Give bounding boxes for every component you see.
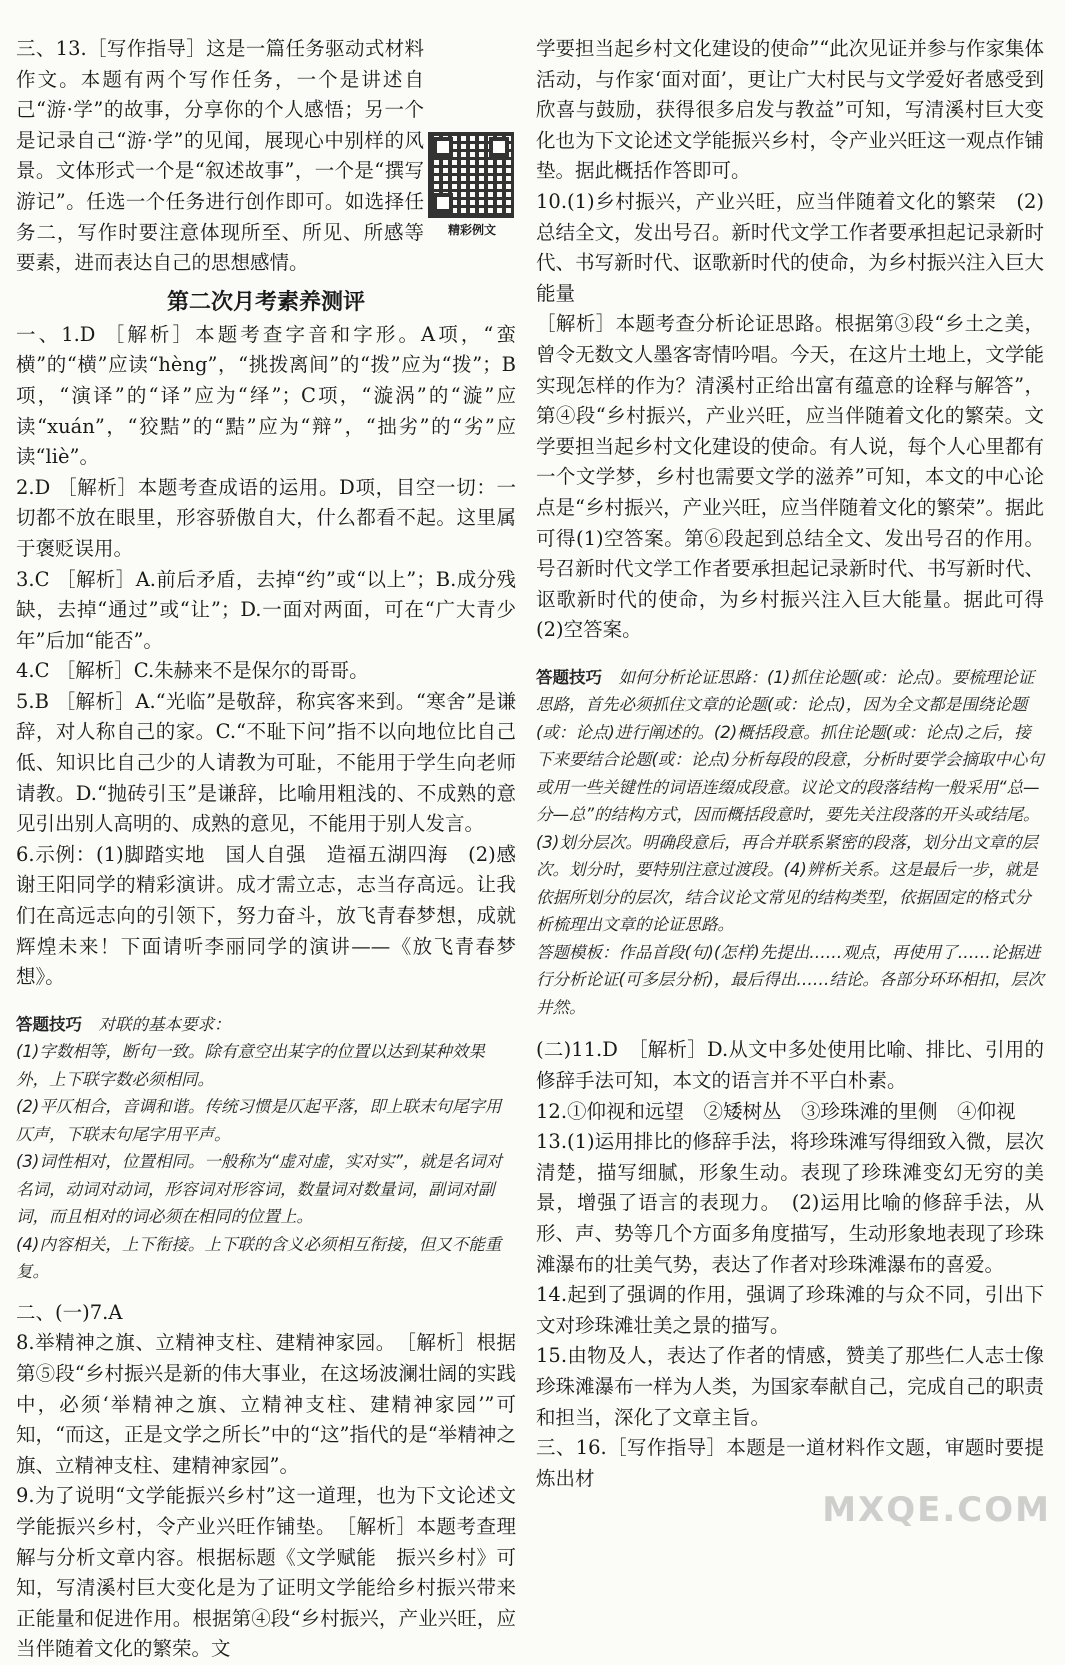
answer-15: 15.由物及人，表达了作者的情感，赞美了那些仁人志士像珍珠滩瀑布一样为人类，为国家奉献自己，完成自己的职责和担当，深化了文章主旨。 [536,1344,1044,1429]
tip-heading: 答题技巧 [536,667,602,687]
answer-10-analysis: ［解析］本题考查分析论证思路。根据第③段“乡土之美，曾令无数文人墨客寄情吟唱。今天，在这片土地上，文学能实现怎样的作为？清溪村正给出富有蕴意的诠释与解答”，第④段“乡村振兴，产业兴旺，应当伴随着文化的繁荣。文学要担当起乡村文化建设的使命。有人说，每个人心里都有一个文学梦，乡村也需要文学的滋养”可知，本文的中心论点是“乡村振兴，产业兴旺，应当伴随着文化的繁荣”。据此可得(1)空答案。第⑥段起到总结全文、发出号召的作用。号召新时代文学工作者要承担起记录新时代、书写新时代、讴歌新时代的使命，为乡村振兴注入巨大能量。据此可得(2)空答案。 [536,312,1044,642]
answer-16: 三、16.［写作指导］本题是一道材料作文题，审题时要提炼出材 [536,1436,1044,1490]
watermark: MXQE.COM [822,1490,1051,1530]
left-column [16,34,516,1665]
answer-9-continued: 学要担当起乡村文化建设的使命”“此次见证并参与作家集体活动，与作家‘面对面’，更让广大村民与文学爱好者感受到欣喜与鼓励，获得很多启发与教益”可知，写清溪村巨大变化也为下文论述文学能振兴乡村，令产业兴旺这一观点作铺垫。据此概括作答即可。 [536,37,1044,183]
tip-argument-template: 答题模板：作品首段(句)(怎样)先提出……观点，再使用了……论据进行分析论证(可多层分析)，最后得出……结论。各部分环环相扣，层次井然。 [536,942,1044,1017]
tip-couplet-4: (4)内容相关，上下衔接。上下联的含义必须相互衔接，但又不能重复。 [16,1234,502,1282]
answer-12: 12.①仰视和远望 ②矮树丛 ③珍珠滩的里侧 ④仰视 [536,1099,1016,1123]
answer-9: 9.为了说明“文学能振兴乡村”这一道理，也为下文论述文学能振兴乡村，令产业兴旺作铺垫。 ［解析］本题考查理解与分析文章内容。根据标题《文学赋能 振兴乡村》可知，写清溪村巨大变化是为了证明文学能给乡村振兴带来正能量和促进作用。根据第④段“乡村振兴，产业兴旺，应当伴随着文化的繁荣。文 [16,1484,516,1661]
tip-heading: 答题技巧 [16,1014,82,1034]
tip-couplet-3: (3)词性相对，位置相同。一般称为“虚对虚，实对实”，就是名词对名词，动词对动词，形容词对形容词，数量词对数量词，副词对副词，而且相对的词必须在相同的位置上。 [16,1152,502,1227]
tip-couplet-2: (2)平仄相合，音调和谐。传统习惯是仄起平落，即上联末句尾字用仄声，下联末句尾字用平声。 [16,1097,502,1144]
tip-argument [536,660,1044,1022]
right-column [536,34,1044,1494]
answer-10: 10.(1)乡村振兴，产业兴旺，应当伴随着文化的繁荣 (2)总结全文，发出号召。新时代文学工作者要承担起记录新时代、书写新时代、讴歌新时代的使命，为乡村振兴注入巨大能量 [536,189,1044,305]
answer-7: 二、(一)7.A [16,1300,123,1324]
qr-code[interactable] [428,132,516,242]
answer-2: 2.D ［解析］本题考查成语的运用。D项，目空一切：一切都不放在眼里，形容骄傲自大，什么都看不起。这里属于褒贬误用。 [16,475,516,560]
tip-couplet-lead [16,1011,516,1039]
answer-14: 14.起到了强调的作用，强调了珍珠滩的与众不同，引出下文对珍珠滩壮美之景的描写。 [536,1283,1044,1337]
tip-couplet-1: (1)字数相等，断句一致。除有意空出某字的位置以达到某种效果外，上下联字数必须相同。 [16,1042,485,1089]
answer-1: 一、1.D ［解析］本题考查字音和字形。A项，“蛮横”的“横”应读“hèng”，“挑拨离间”的“拨”应为“拨”；B项，“演译”的“译”应为“绎”；C项，“漩涡”的“漩”应读“xuán”，“狡黠”的“黠”应为“辩”，“拙劣”的“劣”应读“liè”。 [16,322,516,469]
answer-8: 8.举精神之旗、立精神支柱、建精神家园。 ［解析］根据第⑤段“乡村振兴是新的伟大事业，在这场波澜壮阔的实践中，必须‘举精神之旗、立精神支柱、建精神家园’”可知，“而这，正是文学之所长”中的“这”指代的是“举精神之旗、立精神支柱、建精神家园”。 [16,1331,516,1477]
answer-11: (二)11.D ［解析］D.从文中多处使用比喻、排比、引用的修辞手法可知，本文的语言并不平白朴素。 [536,1038,1044,1092]
answer-13-writing-guide: 三、13.［写作指导］这是一篇任务驱动式材料作文。本题有两个写作任务，一个是讲述自己“游·学”的故事，分享你的个人感悟；另一个是记录自己“游·学”的见闻，展现心中别样的风景。文体形式一个是“叙述故事”，一个是“撰写游记”。任选一个任务进行创作即可。如选择任务二，写作时要注意体现所至、所见、所感等要素，进而表达自己的思想感情。 [16,37,424,275]
answer-3: 3.C ［解析］A.前后矛盾，去掉“约”或“以上”；B.成分残缺，去掉“通过”或“让”；D.一面对两面，可在“广大青少年”后加“能否”。 [16,567,516,652]
tip-argument-body [536,664,1044,939]
qr-label: 精彩例文 [447,223,496,237]
answer-6: 6.示例：(1)脚踏实地 国人自强 造福五湖四海 (2)感谢王阳同学的精彩演讲。成才需立志，志当存高远。让我们在高远志向的引领下，努力奋斗，放飞青春梦想，成就辉煌未来！下面请听李丽同学的演讲——《放飞青春梦想》。 [16,842,516,989]
answer-5: 5.B ［解析］A.“光临”是敬辞，称宾客来到。“寒舍”是谦辞，对人称自己的家。C.“不耻下问”指不以向地位比自己低、知识比自己少的人请教为可耻，不能用于学生向老师请教。D.“抛砖引玉”是谦辞，比喻用粗浅的、不成熟的意见引出别人高明的、成熟的意见，不能用于别人发言。 [16,689,516,836]
qr-code-icon [428,132,514,218]
tip-lead-text: 对联的基本要求： [82,1014,231,1034]
answer-13: 13.(1)运用排比的修辞手法，将珍珠滩写得细致入微，层次清楚，描写细腻，形象生动。表现了珍珠滩变幻无穷的美景，增强了语言的表现力。 (2)运用比喻的修辞手法，从形、声、势等几个方面多角度描写，生动形象地表现了珍珠滩瀑布的壮美气势，表达了作者对珍珠滩瀑布的喜爱。 [536,1130,1044,1276]
answer-4: 4.C ［解析］C.朱赫来不是保尔的哥哥。 [16,659,369,683]
tip-couplet [16,1007,516,1286]
tip-argument-text: 如何分析论证思路：(1)抓住论题(或：论点)。要梳理论证思路，首先必须抓住文章的论题(或：论点)，因为全文都是围绕论题(或：论点)进行阐述的。(2)概括段意。抓住论题(或：论点)之后，接下来要结合论题(或：论点)分析每段的段意，分析时要学会摘取中心句或用一些关键性的词语连缀成段意。议论文的段落结构一般采用“总—分—总”的结构方式，因而概括段意时，要先关注段落的开头或结尾。(3)划分层次。明确段意后，再合并联系紧密的段落，划分出文章的层次。划分时，要特别注意过渡段。(4)辨析关系。这是最后一步，就是依据所划分的层次，结合议论文常见的结构类型，依据固定的格式分析梳理出文章的论证思路。 [536,667,1044,935]
section-title: 第二次月考素养测评 [166,289,365,315]
